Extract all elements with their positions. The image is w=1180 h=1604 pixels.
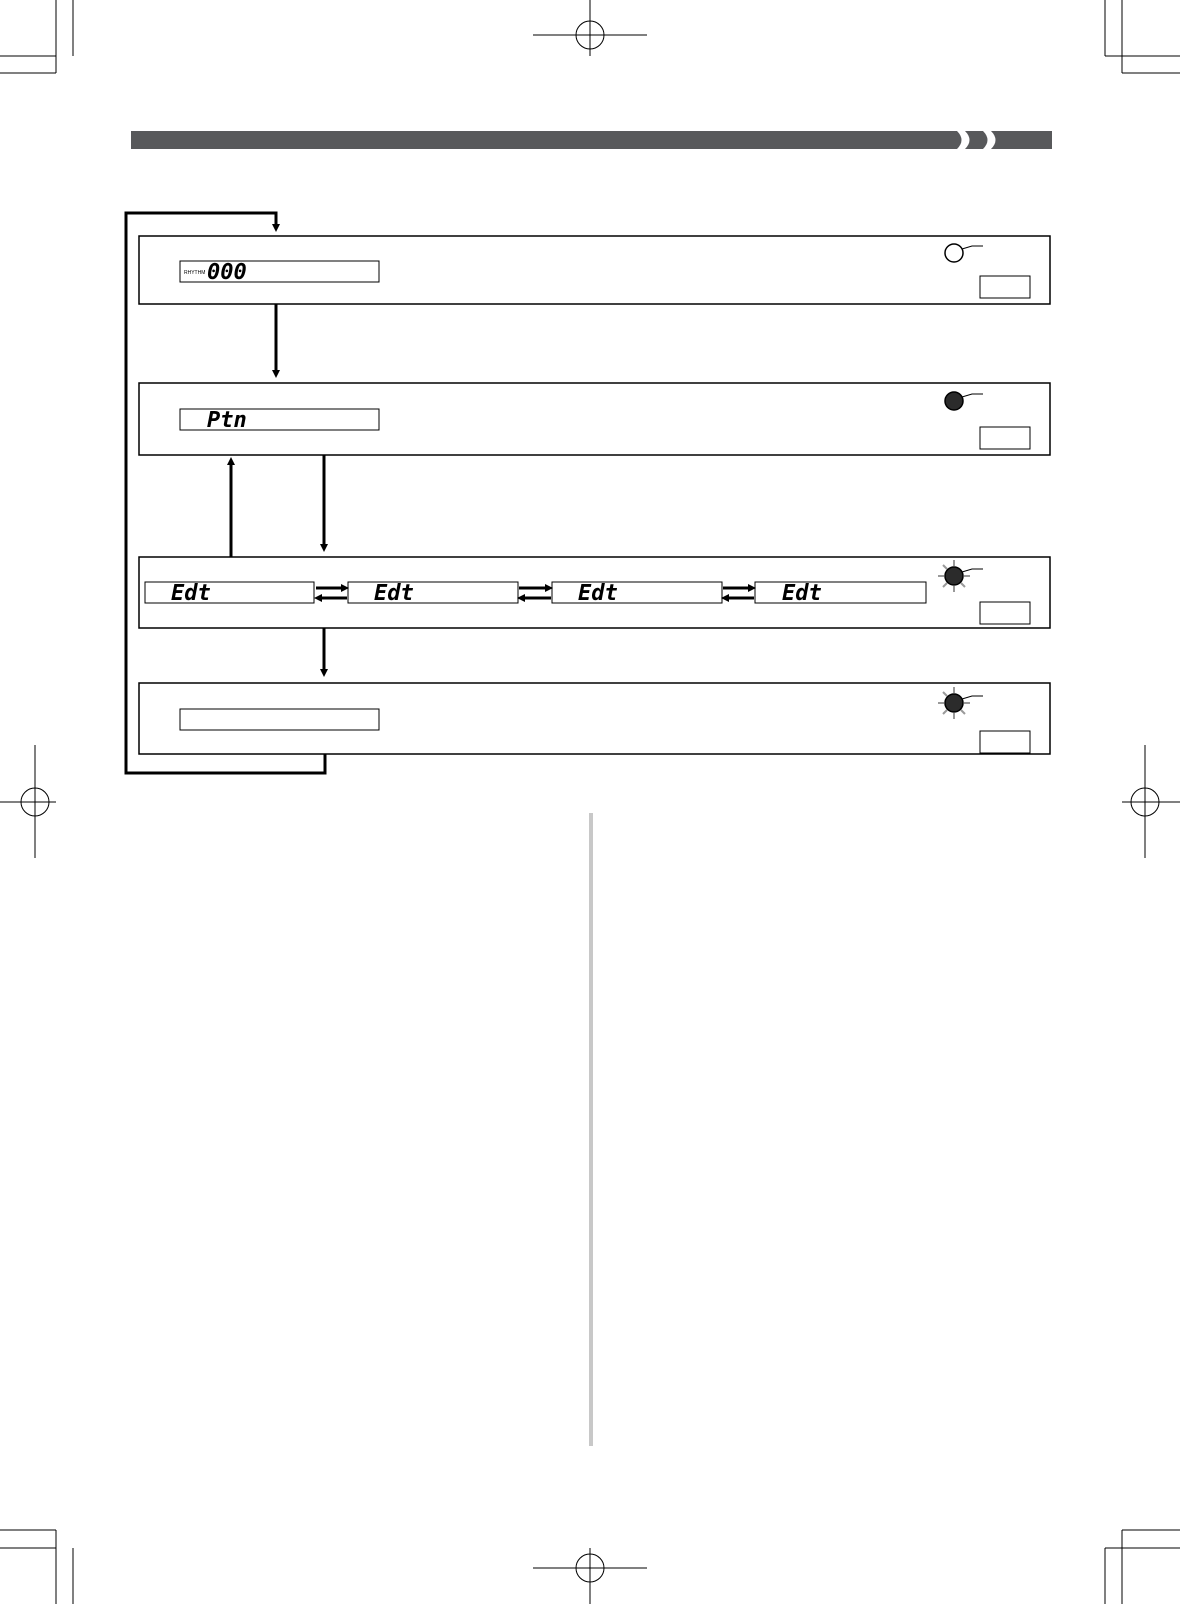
button-outline [980, 602, 1030, 624]
button-outline [980, 276, 1030, 298]
lcd-display [180, 709, 379, 730]
column-divider [589, 813, 593, 1446]
button-outline [980, 731, 1030, 753]
lcd-value-1: Edt [171, 581, 211, 606]
lcd-value: Ptn [207, 408, 247, 433]
header-bar [131, 131, 1052, 149]
lcd-value-4: Edt [782, 581, 822, 606]
flow-step-4 [139, 683, 1050, 754]
lcd-display-4 [755, 582, 926, 603]
lcd-prefix: RHYTHM [184, 270, 206, 276]
button-outline [980, 427, 1030, 449]
flow-step-2 [139, 383, 1050, 455]
lcd-value-3: Edt [578, 581, 618, 606]
flow-step-1 [139, 236, 1050, 304]
lcd-value-2: Edt [374, 581, 414, 606]
lcd-value: 000 [207, 260, 247, 285]
flow-step-3 [139, 557, 1050, 628]
